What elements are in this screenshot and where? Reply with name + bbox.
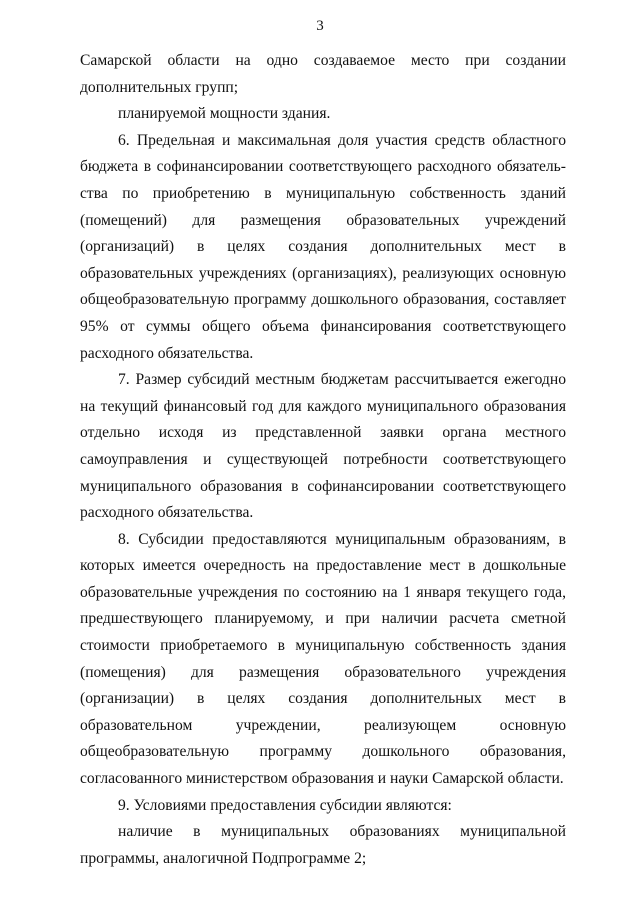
page-number: 3 — [316, 18, 324, 34]
paragraph-item-7: 7. Размер субсидий местным бюджетам рассчитывается ежегодно на текущий финансовый год для каждого муниципального образования отдельно исходя из представленной заявки органа местного самоуправления и существующей потребности соответствующего муниципального образования в софинансировании соответствующего расходного обязательства. — [80, 371, 566, 522]
paragraph-building-capacity: планируемой мощности здания. — [118, 105, 331, 123]
document-body — [80, 48, 566, 872]
paragraph-item-8: 8. Субсидии предоставляются муниципальным образованиям, в которых имеется очередность на предоставление мест в дошкольные образовательные учреждения по состоянию на 1 января текущего года, предшествующего планируемому, и при наличии расчета сметной стоимости приобретаемого в муниципальную собственность здания (помещения) для размещения образовательного учреждения (организации) в целях создания дополнительных мест в образовательном учреждении, реализующем основную общеобразовательную программу дошкольного образования, согласованного министерством образования и науки Самарской области. — [80, 530, 566, 788]
paragraph-continuation: Самарской области на одно создаваемое место при создании дополнительных групп; — [80, 52, 566, 96]
paragraph-item-6: 6. Предельная и максимальная доля участия средств областного бюджета в софинансировании соответствующего расходного обязатель-ства по приобретению в муниципальную собственность зданий (помещений) для размещения образовательных учреждений (организаций) в целях создания дополнительных мест в образовательных учреждениях (организациях), реализующих основную общеобразовательную программу дошкольного образования, составляет 95% от суммы общего объема финансирования соответствующего расходного обязательства. — [80, 131, 566, 362]
paragraph-condition-program: наличие в муниципальных образованиях муниципальной программы, аналогичной Подпрограмме 2; — [80, 823, 566, 867]
paragraph-item-9: 9. Условиями предоставления субсидии являются: — [118, 796, 452, 814]
